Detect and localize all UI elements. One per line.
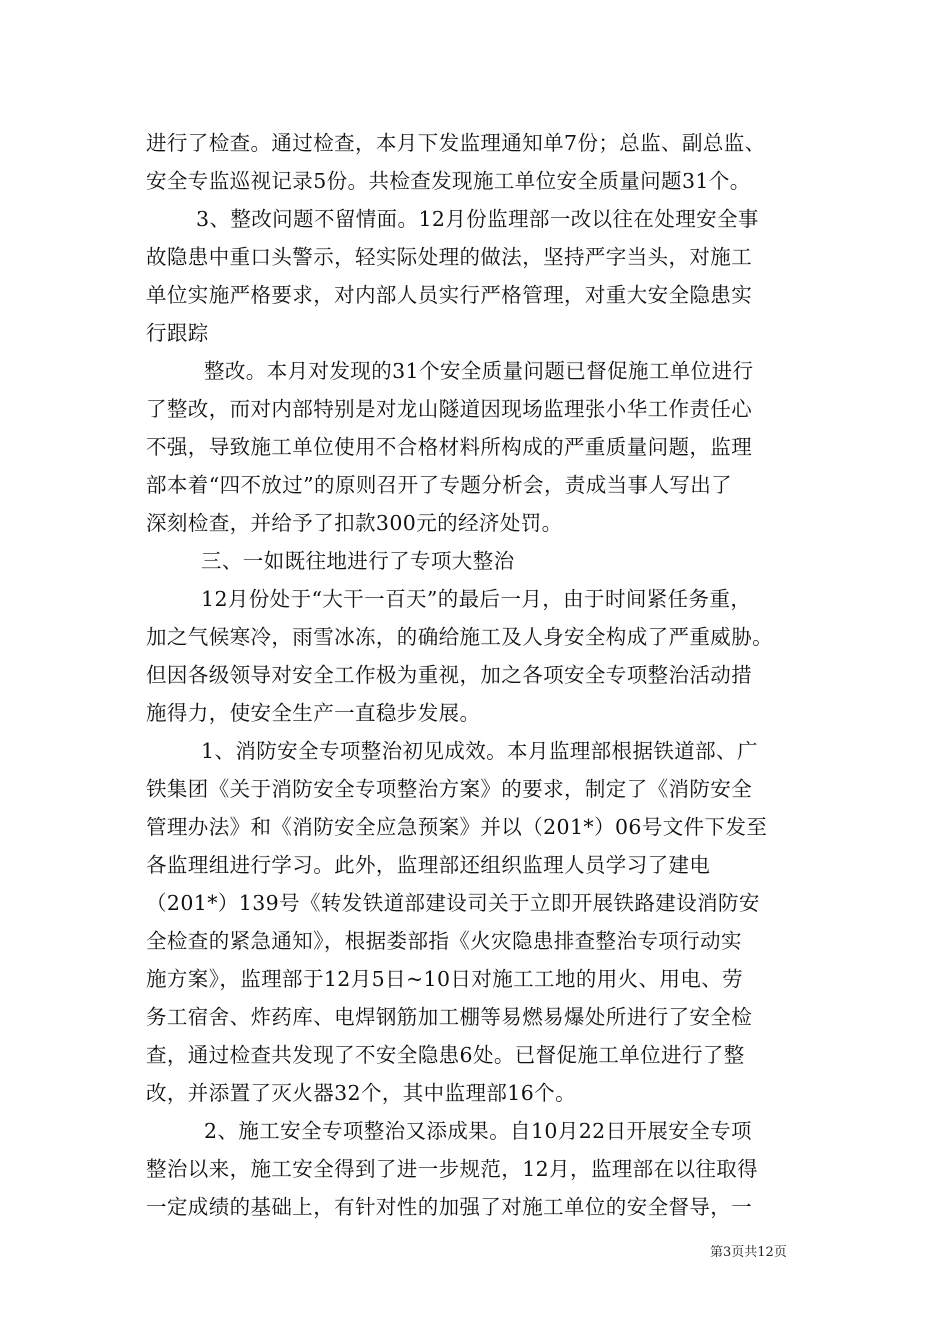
text-line: 施得力，使安全生产一直稳步发展。 <box>146 701 481 725</box>
text-line: 12月份处于“大干一百天”的最后一月，由于时间紧任务重， <box>201 587 752 611</box>
text-line: 施方案》，监理部于12月5日~10日对施工工地的用火、用电、劳 <box>146 967 744 991</box>
text-line: （201*）139号《转发铁道部建设司关于立即开展铁路建设消防安 <box>146 891 760 915</box>
text-line: 1、消防安全专项整治初见成效。本月监理部根据铁道部、广 <box>201 739 758 763</box>
text-line: 铁集团《关于消防安全专项整治方案》的要求，制定了《消防安全 <box>146 777 753 801</box>
text-line: 单位实施严格要求，对内部人员实行严格管理，对重大安全隐患实 <box>146 283 753 307</box>
text-line: 深刻检查，并给予了扣款300元的经济处罚。 <box>146 511 563 535</box>
text-line: 不强，导致施工单位使用不合格材料所构成的严重质量问题，监理 <box>146 435 753 459</box>
text-line: 务工宿舍、炸药库、电焊钢筋加工棚等易燃易爆处所进行了安全检 <box>146 1005 753 1029</box>
text-line: 改，并添置了灭火器32个，其中监理部16个。 <box>146 1081 576 1105</box>
text-line: 加之气候寒冷，雨雪冰冻，的确给施工及人身安全构成了严重威胁。 <box>146 625 773 649</box>
text-line: 2、施工安全专项整治又添成果。自10月22日开展安全专项 <box>204 1119 752 1143</box>
page-number: 第3页共12页 <box>710 1245 787 1260</box>
text-line: 一定成绩的基础上，有针对性的加强了对施工单位的安全督导，一 <box>146 1195 753 1219</box>
text-line: 全检查的紧急通知》，根据娄部指《火灾隐患排查整治专项行动实 <box>146 929 742 953</box>
text-line: 3、整改问题不留情面。12月份监理部一改以往在处理安全事 <box>196 207 759 231</box>
section-heading: 三、一如既往地进行了专项大整治 <box>201 549 515 573</box>
text-line: 管理办法》和《消防安全应急预案》并以（201*）06号文件下发至 <box>146 815 768 839</box>
text-line: 进行了检查。通过检查，本月下发监理通知单7份；总监、副总监、 <box>146 131 766 155</box>
text-line: 行跟踪 <box>146 321 209 345</box>
text-line: 整治以来，施工安全得到了进一步规范，12月，监理部在以往取得 <box>146 1157 759 1181</box>
text-line: 各监理组进行学习。此外，监理部还组织监理人员学习了建电 <box>146 853 711 877</box>
text-line: 但因各级领导对安全工作极为重视，加之各项安全专项整治活动措 <box>146 663 753 687</box>
text-line: 了整改，而对内部特别是对龙山隧道因现场监理张小华工作责任心 <box>146 397 753 421</box>
text-line: 故隐患中重口头警示，轻实际处理的做法，坚持严字当头，对施工 <box>146 245 753 269</box>
text-line: 查，通过检查共发现了不安全隐患6处。已督促施工单位进行了整 <box>146 1043 745 1067</box>
text-line: 安全专监巡视记录5份。共检查发现施工单位安全质量问题31个。 <box>146 169 751 193</box>
text-line: 整改。本月对发现的31个安全质量问题已督促施工单位进行 <box>204 359 754 383</box>
text-line: 部本着“四不放过”的原则召开了专题分析会，责成当事人写出了 <box>146 473 733 497</box>
